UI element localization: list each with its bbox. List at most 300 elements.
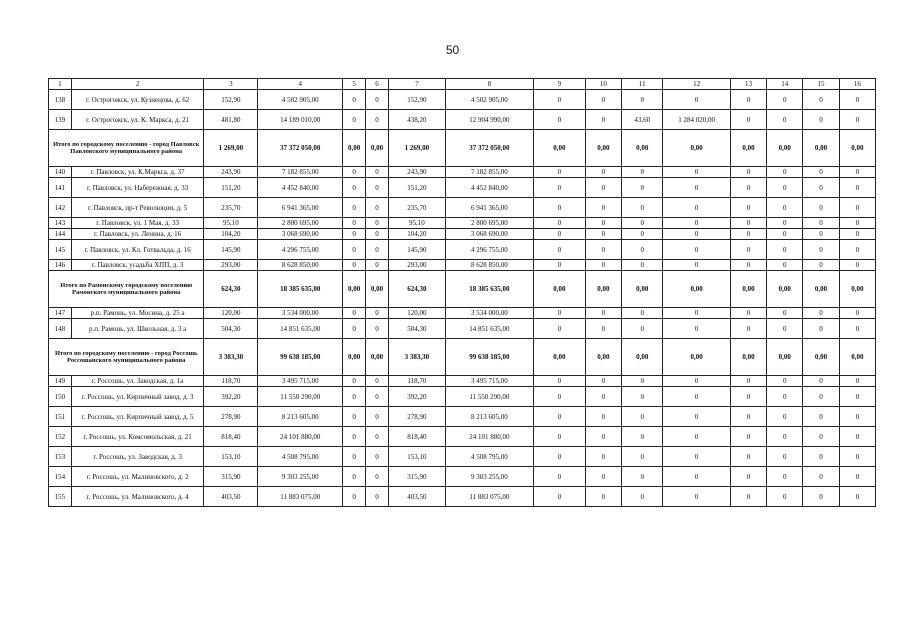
table-cell: 0 bbox=[839, 198, 875, 218]
table-cell: 0,00 bbox=[767, 339, 803, 376]
table-cell: 0 bbox=[767, 387, 803, 407]
table-cell: 4 508 795,00 bbox=[445, 447, 533, 467]
table-cell: г. Павловск, ул. Ленина, д. 16 bbox=[71, 229, 204, 240]
table-cell: 0 bbox=[585, 218, 621, 229]
column-header: 4 bbox=[258, 79, 343, 90]
table-cell: 140 bbox=[49, 167, 72, 178]
table-cell: 18 385 635,00 bbox=[258, 271, 343, 308]
table-cell: 0 bbox=[839, 319, 875, 339]
table-cell: 37 372 050,00 bbox=[445, 130, 533, 167]
table-cell: 0 bbox=[767, 487, 803, 507]
table-cell: 2 800 695,00 bbox=[258, 218, 343, 229]
table-cell: 0 bbox=[767, 240, 803, 260]
table-cell: 12 904 990,00 bbox=[445, 110, 533, 130]
table-cell: 243,90 bbox=[388, 167, 445, 178]
table-cell: 0 bbox=[622, 308, 663, 319]
table-cell: 0 bbox=[803, 319, 839, 339]
table-cell: г. Россошь, ул. Малиновского, д. 2 bbox=[71, 467, 204, 487]
table-cell: 0 bbox=[730, 387, 766, 407]
column-header: 7 bbox=[388, 79, 445, 90]
table-cell: 0 bbox=[767, 308, 803, 319]
table-row bbox=[49, 198, 876, 218]
table-cell: 152,90 bbox=[204, 90, 258, 110]
table-cell: 37 372 050,00 bbox=[258, 130, 343, 167]
table-cell: 0 bbox=[663, 90, 730, 110]
table-cell: 0 bbox=[767, 167, 803, 178]
table-cell: 147 bbox=[49, 308, 72, 319]
table-cell: 0 bbox=[803, 487, 839, 507]
column-header: 15 bbox=[803, 79, 839, 90]
table-cell: 0 bbox=[533, 407, 585, 427]
table-cell: 0 bbox=[585, 407, 621, 427]
table-cell: 0 bbox=[533, 218, 585, 229]
table-cell: 8 628 850,00 bbox=[445, 260, 533, 271]
table-cell: 0,00 bbox=[803, 130, 839, 167]
table-cell: 0 bbox=[585, 427, 621, 447]
table-cell: г. Россошь, ул. Заводская, д. 3 bbox=[71, 447, 204, 467]
table-cell: 0 bbox=[730, 90, 766, 110]
table-cell: 0 bbox=[366, 308, 389, 319]
table-cell: 0 bbox=[663, 319, 730, 339]
table-cell: 0 bbox=[622, 229, 663, 240]
table-cell: 481,80 bbox=[204, 110, 258, 130]
table-cell: 0,00 bbox=[622, 130, 663, 167]
table-cell: 150 bbox=[49, 387, 72, 407]
table-cell: 0 bbox=[730, 487, 766, 507]
table-cell: 4 296 755,00 bbox=[258, 240, 343, 260]
table-cell: 0 bbox=[767, 319, 803, 339]
table-cell: 6 941 365,00 bbox=[258, 198, 343, 218]
table-cell: 0,00 bbox=[767, 130, 803, 167]
table-row bbox=[49, 407, 876, 427]
table-row bbox=[49, 218, 876, 229]
table-cell: 6 941 365,00 bbox=[445, 198, 533, 218]
table-cell: 0 bbox=[730, 110, 766, 130]
column-header: 3 bbox=[204, 79, 258, 90]
table-cell: 0,00 bbox=[343, 271, 366, 308]
header-row bbox=[49, 79, 876, 90]
table-cell: 0 bbox=[585, 229, 621, 240]
table-cell: 0 bbox=[585, 387, 621, 407]
table-cell: 0 bbox=[585, 467, 621, 487]
table-cell: 0,00 bbox=[839, 339, 875, 376]
table-cell: 0 bbox=[730, 218, 766, 229]
column-header: 2 bbox=[71, 79, 204, 90]
table-cell: 0 bbox=[533, 198, 585, 218]
table-cell: 149 bbox=[49, 376, 72, 387]
table-cell: 138 bbox=[49, 90, 72, 110]
column-header: 10 bbox=[585, 79, 621, 90]
table-cell: 624,30 bbox=[388, 271, 445, 308]
table-cell: 0,00 bbox=[839, 130, 875, 167]
table-cell: 0 bbox=[663, 308, 730, 319]
table-cell: г. Россошь, ул. Кирпичный завод, д. 3 bbox=[71, 387, 204, 407]
table-cell: 1 284 020,00 bbox=[663, 110, 730, 130]
table-cell: 0 bbox=[622, 198, 663, 218]
table-cell: 392,20 bbox=[204, 387, 258, 407]
table-cell: г. Павловск, пр-т Революции, д. 5 bbox=[71, 198, 204, 218]
table-cell: 403,50 bbox=[204, 487, 258, 507]
column-header: 8 bbox=[445, 79, 533, 90]
table-cell: 0,00 bbox=[730, 271, 766, 308]
table-cell: 145 bbox=[49, 240, 72, 260]
table-cell: 0 bbox=[366, 260, 389, 271]
column-header: 14 bbox=[767, 79, 803, 90]
table-cell: 0 bbox=[533, 387, 585, 407]
table-cell: 0 bbox=[663, 487, 730, 507]
column-header: 12 bbox=[663, 79, 730, 90]
table-cell: 14 851 635,00 bbox=[445, 319, 533, 339]
table-cell: 0,00 bbox=[585, 130, 621, 167]
table-cell: 0 bbox=[622, 167, 663, 178]
table-row bbox=[49, 447, 876, 467]
table-cell: 818,40 bbox=[204, 427, 258, 447]
table-cell: 0 bbox=[803, 447, 839, 467]
table-cell: 0 bbox=[839, 178, 875, 198]
table-cell: 0 bbox=[622, 240, 663, 260]
table-cell: 153 bbox=[49, 447, 72, 467]
table-cell: 24 101 880,00 bbox=[445, 427, 533, 447]
table-cell: 142 bbox=[49, 198, 72, 218]
table-cell: 0 bbox=[839, 387, 875, 407]
table-cell: 95,10 bbox=[204, 218, 258, 229]
table-cell: г. Павловск, ул. Набережная, д. 33 bbox=[71, 178, 204, 198]
table-cell: 118,70 bbox=[204, 376, 258, 387]
table-cell: 152,90 bbox=[388, 90, 445, 110]
table-cell: 0 bbox=[585, 90, 621, 110]
table-cell: 0 bbox=[622, 447, 663, 467]
table-cell: 0 bbox=[533, 178, 585, 198]
table-cell: 0 bbox=[803, 110, 839, 130]
table-cell: 0 bbox=[585, 167, 621, 178]
table-cell: 4 502 905,00 bbox=[445, 90, 533, 110]
column-header: 5 bbox=[343, 79, 366, 90]
table-cell: 0 bbox=[663, 467, 730, 487]
column-header: 1 bbox=[49, 79, 72, 90]
table-cell: 0 bbox=[343, 487, 366, 507]
table-cell: 4 452 840,00 bbox=[445, 178, 533, 198]
table-cell: г. Острогожск, ул. Кузнецова, д. 62 bbox=[71, 90, 204, 110]
table-cell: 0 bbox=[343, 319, 366, 339]
table-cell: 0,00 bbox=[663, 339, 730, 376]
table-cell: 1 269,00 bbox=[388, 130, 445, 167]
table-cell: 104,20 bbox=[204, 229, 258, 240]
table-cell: 0 bbox=[533, 90, 585, 110]
table-row bbox=[49, 319, 876, 339]
table-cell: 0 bbox=[622, 90, 663, 110]
table-row bbox=[49, 467, 876, 487]
table-row bbox=[49, 487, 876, 507]
table-cell: 0 bbox=[803, 387, 839, 407]
table-cell: р.п. Рамонь, ул. Мосина, д. 25 а bbox=[71, 308, 204, 319]
table-cell: 3 534 000,00 bbox=[445, 308, 533, 319]
table-row bbox=[49, 308, 876, 319]
table-cell: 0 bbox=[585, 487, 621, 507]
table-cell: 235,70 bbox=[388, 198, 445, 218]
table-cell: 0 bbox=[803, 218, 839, 229]
table-cell: 0 bbox=[730, 240, 766, 260]
table-cell: 0,00 bbox=[533, 130, 585, 167]
table-cell: 0 bbox=[663, 407, 730, 427]
table-cell: 0 bbox=[839, 427, 875, 447]
table-cell: 0 bbox=[343, 198, 366, 218]
table-cell: 0 bbox=[839, 260, 875, 271]
table-cell: 0 bbox=[343, 467, 366, 487]
table-cell: 0 bbox=[343, 110, 366, 130]
table-row bbox=[49, 178, 876, 198]
table-cell: 0 bbox=[663, 218, 730, 229]
table-cell: 0 bbox=[366, 319, 389, 339]
table-cell: 0,00 bbox=[366, 271, 389, 308]
subtotal-row bbox=[49, 130, 876, 167]
table-cell: 0 bbox=[730, 427, 766, 447]
table-cell: 0 bbox=[533, 229, 585, 240]
table-cell: 392,20 bbox=[388, 387, 445, 407]
table-cell: 0 bbox=[803, 178, 839, 198]
data-table bbox=[48, 78, 876, 507]
table-cell: 0,00 bbox=[366, 339, 389, 376]
table-cell: 0 bbox=[663, 260, 730, 271]
table-cell: 0,00 bbox=[343, 130, 366, 167]
table-cell: 0 bbox=[622, 218, 663, 229]
table-cell: 0 bbox=[585, 447, 621, 467]
table-cell: 0 bbox=[839, 447, 875, 467]
table-cell: 0,00 bbox=[730, 130, 766, 167]
table-cell: 293,00 bbox=[204, 260, 258, 271]
table-cell: 0 bbox=[767, 427, 803, 447]
table-cell: 151,20 bbox=[204, 178, 258, 198]
subtotal-label: Итого по Рамонскому городскому поселению Рамонского муниципального района bbox=[49, 271, 204, 308]
table-cell: 11 550 290,00 bbox=[445, 387, 533, 407]
table-cell: 0 bbox=[839, 229, 875, 240]
table-cell: 504,30 bbox=[204, 319, 258, 339]
table-cell: 3 383,30 bbox=[204, 339, 258, 376]
table-cell: 0 bbox=[622, 487, 663, 507]
table-cell: 0,00 bbox=[663, 271, 730, 308]
table-cell: 0 bbox=[366, 240, 389, 260]
table-cell: 0 bbox=[533, 260, 585, 271]
table-cell: 0 bbox=[730, 167, 766, 178]
table-cell: 0 bbox=[366, 229, 389, 240]
table-cell: 0,00 bbox=[839, 271, 875, 308]
table-cell: 624,30 bbox=[204, 271, 258, 308]
table-cell: 0 bbox=[585, 376, 621, 387]
table-cell: 0 bbox=[343, 308, 366, 319]
table-cell: 0,00 bbox=[622, 271, 663, 308]
table-cell: 144 bbox=[49, 229, 72, 240]
table-cell: 3 068 690,00 bbox=[445, 229, 533, 240]
table-cell: 0 bbox=[730, 319, 766, 339]
table-cell: 0 bbox=[767, 467, 803, 487]
table-cell: 0 bbox=[366, 218, 389, 229]
column-header: 16 bbox=[839, 79, 875, 90]
table-cell: 0 bbox=[343, 387, 366, 407]
table-cell: 95,10 bbox=[388, 218, 445, 229]
column-header: 13 bbox=[730, 79, 766, 90]
table-cell: 0 bbox=[366, 110, 389, 130]
table-cell: 0 bbox=[767, 260, 803, 271]
table-cell: г. Павловск, усадьба ХПП, д. 3 bbox=[71, 260, 204, 271]
table-cell: 0 bbox=[767, 447, 803, 467]
table-cell: 143 bbox=[49, 218, 72, 229]
table-cell: 0 bbox=[533, 308, 585, 319]
table-cell: 14 189 010,00 bbox=[258, 110, 343, 130]
table-cell: 0 bbox=[803, 90, 839, 110]
table-cell: 0 bbox=[622, 319, 663, 339]
table-row bbox=[49, 260, 876, 271]
table-cell: 0 bbox=[663, 447, 730, 467]
table-cell: 0 bbox=[585, 319, 621, 339]
table-cell: 120,00 bbox=[204, 308, 258, 319]
table-cell: 0 bbox=[366, 178, 389, 198]
table-cell: 0 bbox=[730, 229, 766, 240]
table-cell: 0 bbox=[663, 376, 730, 387]
table-cell: 155 bbox=[49, 487, 72, 507]
table-cell: 278,90 bbox=[388, 407, 445, 427]
table-cell: р.п. Рамонь, ул. Школьная, д. 3 а bbox=[71, 319, 204, 339]
table-cell: 0 bbox=[839, 487, 875, 507]
table-cell: 0 bbox=[622, 260, 663, 271]
table-cell: 9 303 255,00 bbox=[445, 467, 533, 487]
table-cell: 0 bbox=[366, 427, 389, 447]
table-cell: 0 bbox=[343, 447, 366, 467]
column-header: 11 bbox=[622, 79, 663, 90]
table-cell: 152 bbox=[49, 427, 72, 447]
table-cell: 0,00 bbox=[533, 271, 585, 308]
table-cell: 0 bbox=[366, 407, 389, 427]
table-row bbox=[49, 167, 876, 178]
table-cell: 235,70 bbox=[204, 198, 258, 218]
table-cell: 151,20 bbox=[388, 178, 445, 198]
table-cell: 3 495 715,00 bbox=[258, 376, 343, 387]
table-cell: г. Павловск, ул. Кл. Готвальда, д. 16 bbox=[71, 240, 204, 260]
table-cell: 0 bbox=[622, 467, 663, 487]
table-cell: 8 213 605,00 bbox=[258, 407, 343, 427]
table-cell: 0 bbox=[803, 427, 839, 447]
table-cell: 14 851 635,00 bbox=[258, 319, 343, 339]
table-cell: 403,50 bbox=[388, 487, 445, 507]
table-cell: г. Россошь, ул. Заводская, д. 1а bbox=[71, 376, 204, 387]
table-cell: 0 bbox=[366, 90, 389, 110]
table-cell: 0 bbox=[839, 467, 875, 487]
table-cell: 0 bbox=[730, 447, 766, 467]
table-cell: 148 bbox=[49, 319, 72, 339]
table-cell: 0 bbox=[663, 178, 730, 198]
subtotal-row bbox=[49, 339, 876, 376]
table-cell: 0 bbox=[622, 407, 663, 427]
table-cell: 99 638 185,00 bbox=[258, 339, 343, 376]
table-cell: 0 bbox=[730, 308, 766, 319]
table-cell: 0 bbox=[767, 110, 803, 130]
table-cell: 0 bbox=[803, 167, 839, 178]
table-cell: 7 182 855,00 bbox=[258, 167, 343, 178]
page-number: 50 bbox=[445, 43, 460, 57]
table-cell: 139 bbox=[49, 110, 72, 130]
table-cell: 0 bbox=[803, 229, 839, 240]
table-cell: 0 bbox=[585, 240, 621, 260]
table-cell: 0 bbox=[767, 178, 803, 198]
table-cell: 0 bbox=[803, 260, 839, 271]
table-cell: 0 bbox=[663, 229, 730, 240]
table-cell: 0 bbox=[343, 260, 366, 271]
table-cell: 0 bbox=[663, 427, 730, 447]
table-cell: 315,90 bbox=[388, 467, 445, 487]
table-cell: г. Россошь, ул. Малиновского, д. 4 bbox=[71, 487, 204, 507]
table-cell: 0,00 bbox=[803, 271, 839, 308]
column-header: 6 bbox=[366, 79, 389, 90]
subtotal-row bbox=[49, 271, 876, 308]
table-cell: 0 bbox=[767, 198, 803, 218]
table-cell: 0,00 bbox=[663, 130, 730, 167]
table-cell: г. Острогожск, ул. К. Маркса, д. 21 bbox=[71, 110, 204, 130]
table-cell: 0 bbox=[366, 387, 389, 407]
table-cell: 0 bbox=[343, 90, 366, 110]
table-cell: 0 bbox=[839, 376, 875, 387]
table-cell: 11 550 290,00 bbox=[258, 387, 343, 407]
table-cell: 3 534 000,00 bbox=[258, 308, 343, 319]
subtotal-label: Итого по городскому поселению - город Павловск Павловского муниципального района bbox=[49, 130, 204, 167]
table-cell: 0 bbox=[343, 407, 366, 427]
table-cell: 243,90 bbox=[204, 167, 258, 178]
table-cell: 0 bbox=[366, 487, 389, 507]
table-cell: 8 628 850,00 bbox=[258, 260, 343, 271]
table-cell: 7 182 855,00 bbox=[445, 167, 533, 178]
table-cell: 43,60 bbox=[622, 110, 663, 130]
table-cell: 818,40 bbox=[388, 427, 445, 447]
table-cell: 8 213 605,00 bbox=[445, 407, 533, 427]
table-cell: 0,00 bbox=[803, 339, 839, 376]
table-cell: 0 bbox=[343, 240, 366, 260]
table-cell: 0 bbox=[533, 427, 585, 447]
table-cell: 0 bbox=[839, 407, 875, 427]
table-cell: 0,00 bbox=[730, 339, 766, 376]
column-header: 9 bbox=[533, 79, 585, 90]
table-cell: 0 bbox=[533, 167, 585, 178]
table-cell: 145,90 bbox=[388, 240, 445, 260]
table-cell: 0,00 bbox=[622, 339, 663, 376]
table-cell: г. Павловск, ул. 1 Мая, д. 33 bbox=[71, 218, 204, 229]
table-cell: 151 bbox=[49, 407, 72, 427]
table-cell: 0 bbox=[533, 467, 585, 487]
table-cell: 0 bbox=[533, 447, 585, 467]
table-cell: 0 bbox=[585, 308, 621, 319]
table-cell: 0 bbox=[533, 376, 585, 387]
table-cell: 0 bbox=[803, 198, 839, 218]
table-cell: 0 bbox=[730, 260, 766, 271]
table-cell: 0 bbox=[803, 467, 839, 487]
table-cell: 0 bbox=[622, 387, 663, 407]
table-cell: 0 bbox=[622, 178, 663, 198]
table-cell: 0,00 bbox=[343, 339, 366, 376]
table-cell: 0 bbox=[803, 407, 839, 427]
table-cell: 146 bbox=[49, 260, 72, 271]
table-cell: 0 bbox=[803, 376, 839, 387]
table-cell: 120,00 bbox=[388, 308, 445, 319]
table-cell: 24 101 880,00 bbox=[258, 427, 343, 447]
table-cell: 0 bbox=[803, 308, 839, 319]
table-cell: 0 bbox=[767, 90, 803, 110]
table-cell: 153,10 bbox=[204, 447, 258, 467]
table-cell: 1 269,00 bbox=[204, 130, 258, 167]
table-cell: 0 bbox=[366, 447, 389, 467]
table-cell: 0,00 bbox=[585, 271, 621, 308]
table-cell: г. Россошь, ул. Комсомольская, д. 21 bbox=[71, 427, 204, 447]
table-cell: 9 303 255,00 bbox=[258, 467, 343, 487]
table-row bbox=[49, 90, 876, 110]
table-cell: 0 bbox=[533, 110, 585, 130]
table-cell: 0 bbox=[343, 167, 366, 178]
table-cell: 0 bbox=[730, 178, 766, 198]
